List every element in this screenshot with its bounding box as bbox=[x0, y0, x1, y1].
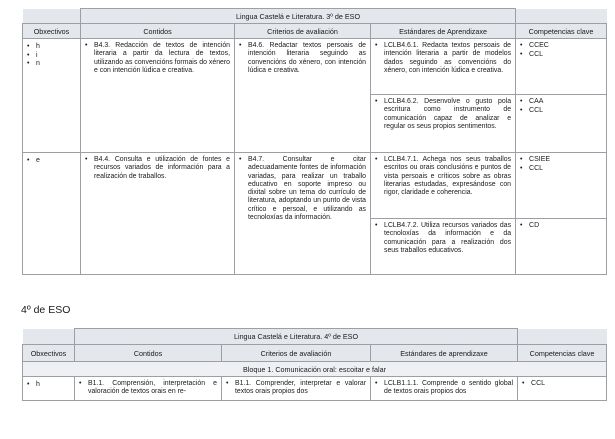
header-standards: Estándares de Aprendizaxe bbox=[371, 24, 516, 39]
header-objectives: Obxectivos bbox=[23, 24, 81, 39]
competence-item: CD bbox=[529, 222, 540, 229]
header-criteria: Criterios de avaliación bbox=[222, 345, 371, 362]
table-row bbox=[23, 377, 607, 401]
header-competences: Competencias clave bbox=[516, 24, 607, 39]
standard-text: LCLB4.7.2. Utiliza recursos variados das tecnoloxías da información e da comunicación para a realización dos seus traballos educativos. bbox=[384, 222, 512, 254]
empty-corner-right bbox=[516, 9, 607, 24]
section-heading: 4º de ESO bbox=[21, 304, 71, 316]
contents-text: B4.4. Consulta e utilización de fontes e recursos variados de información para a realización de traballos. bbox=[94, 156, 230, 180]
empty-corner-right bbox=[518, 329, 607, 345]
competence-item: CAA bbox=[529, 98, 544, 105]
contents-cell: • B4.3. Redacción de textos de intención literaria a partir da lectura de textos, utilizando as convencións formais do xénero e con intención lúdica e creativa. bbox=[81, 39, 235, 153]
criteria-text: B4.7. Consultar e citar adecuadamente fontes de información variadas, para realizar un traballo educativo en soporte impreso ou dixital sobre un tema do currículo de literatura, adoptando un punto de vista crítico e persoal, e utilizando as tecnoloxías da información. bbox=[248, 156, 366, 222]
objectives-cell: • e bbox=[23, 153, 81, 275]
empty-corner bbox=[23, 9, 81, 24]
header-criteria: Criterios de avaliación bbox=[235, 24, 371, 39]
table-title: Lingua Castelá e Literatura. 3º de ESO bbox=[81, 9, 516, 24]
competences-cell: • CAA • CCL bbox=[516, 95, 607, 153]
competence-item: CSIEE bbox=[529, 156, 551, 163]
standard-text: LCLB1.1.1. Comprende o sentido global de textos orais propios dos bbox=[384, 380, 514, 396]
objectives-cell: • h • i • n bbox=[23, 39, 81, 153]
competence-item: CCL bbox=[531, 380, 546, 387]
competences-cell: • CD bbox=[516, 219, 607, 275]
contents-cell: • B4.4. Consulta e utilización de fontes e recursos variados de información para a realización de traballos. bbox=[81, 153, 235, 275]
empty-corner bbox=[23, 329, 75, 345]
standard-cell: • LCLB1.1.1. Comprende o sentido global de textos orais propios dos bbox=[371, 377, 518, 401]
competence-item: CCL bbox=[529, 164, 544, 172]
standard-text: LCLB4.7.1. Achega nos seus traballos escritos ou orais conclusións e puntos de vista persoais e críticos sobre as obras literarias estudadas, expresándose con rigor, claridade e coherencia. bbox=[384, 156, 512, 197]
header-contents: Contidos bbox=[75, 345, 222, 362]
objective-item: n bbox=[36, 60, 40, 68]
block-heading: Bloque 1. Comunicación oral: escoitar e falar bbox=[23, 362, 607, 377]
table-title: Lingua Castelá e Literatura. 4º de ESO bbox=[75, 329, 518, 345]
contents-text: B4.3. Redacción de textos de intención literaria a partir da lectura de textos, utilizando as convencións formais do xénero e con intención lúdica e creativa. bbox=[94, 42, 230, 74]
competences-cell: • CSIEE • CCL bbox=[516, 153, 607, 219]
objective-item: h bbox=[36, 43, 40, 50]
competences-cell: • CCL bbox=[518, 377, 607, 401]
header-contents: Contidos bbox=[81, 24, 235, 39]
standard-cell: • LCLB4.6.2. Desenvolve o gusto pola escritura como instrumento de comunicación capaz de analizar e regular os seus propios sentimentos. bbox=[371, 95, 516, 153]
standard-cell: • LCLB4.6.1. Redacta textos persoais de intención literaria a partir de modelos dados seguindo as convencións do xénero, con intención lúdica e creativa. bbox=[371, 39, 516, 95]
competence-item: CCL bbox=[529, 50, 544, 58]
objective-item: i bbox=[36, 51, 38, 59]
header-competences: Competencias clave bbox=[518, 345, 607, 362]
objective-item: h bbox=[36, 381, 40, 388]
header-objectives: Obxectivos bbox=[23, 345, 75, 362]
contents-text: B1.1. Comprensión, interpretación e valoración de textos orais en re- bbox=[88, 380, 217, 396]
header-standards: Estándares de aprendizaxe bbox=[371, 345, 518, 362]
competences-cell: • CCEC • CCL bbox=[516, 39, 607, 95]
objectives-cell: • h bbox=[23, 377, 75, 401]
criteria-text: B4.6. Redactar textos persoais de intención literaria seguindo as convencións do xénero, con intención lúdica e creativa. bbox=[248, 42, 366, 74]
competence-item: CCEC bbox=[529, 42, 549, 49]
criteria-cell: • B4.7. Consultar e citar adecuadamente fontes de información variadas, para realizar un traballo educativo en soporte impreso ou dixital sobre un tema do currículo de literatura, adoptando un punto de vista crítico e persoal, e utilizando as tecnoloxías da información. bbox=[235, 153, 371, 275]
table-row bbox=[23, 39, 607, 95]
standard-text: LCLB4.6.2. Desenvolve o gusto pola escritura como instrumento de comunicación capaz de analizar e regular os seus propios sentimentos. bbox=[384, 98, 512, 130]
curriculum-table-3eso bbox=[22, 8, 607, 275]
criteria-cell: • B1.1. Comprender, interpretar e valorar textos orais propios dos bbox=[222, 377, 371, 401]
table-row bbox=[23, 153, 607, 219]
standard-text: LCLB4.6.1. Redacta textos persoais de intención literaria a partir de modelos dados seguindo as convencións do xénero, con intención lúdica e creativa. bbox=[384, 42, 512, 74]
competence-item: CCL bbox=[529, 106, 544, 114]
contents-cell: • B1.1. Comprensión, interpretación e valoración de textos orais en re- bbox=[75, 377, 222, 401]
standard-cell: • LCLB4.7.1. Achega nos seus traballos escritos ou orais conclusións e puntos de vista persoais e críticos sobre as obras literarias estudadas, expresándose con rigor, claridade e coherencia. bbox=[371, 153, 516, 219]
standard-cell: • LCLB4.7.2. Utiliza recursos variados das tecnoloxías da información e da comunicación para a realización dos seus traballos educativos. bbox=[371, 219, 516, 275]
curriculum-table-4eso bbox=[22, 328, 607, 401]
objective-item: e bbox=[36, 157, 40, 164]
criteria-text: B1.1. Comprender, interpretar e valorar textos orais propios dos bbox=[235, 380, 366, 396]
criteria-cell: • B4.6. Redactar textos persoais de intención literaria seguindo as convencións do xénero, con intención lúdica e creativa. bbox=[235, 39, 371, 153]
